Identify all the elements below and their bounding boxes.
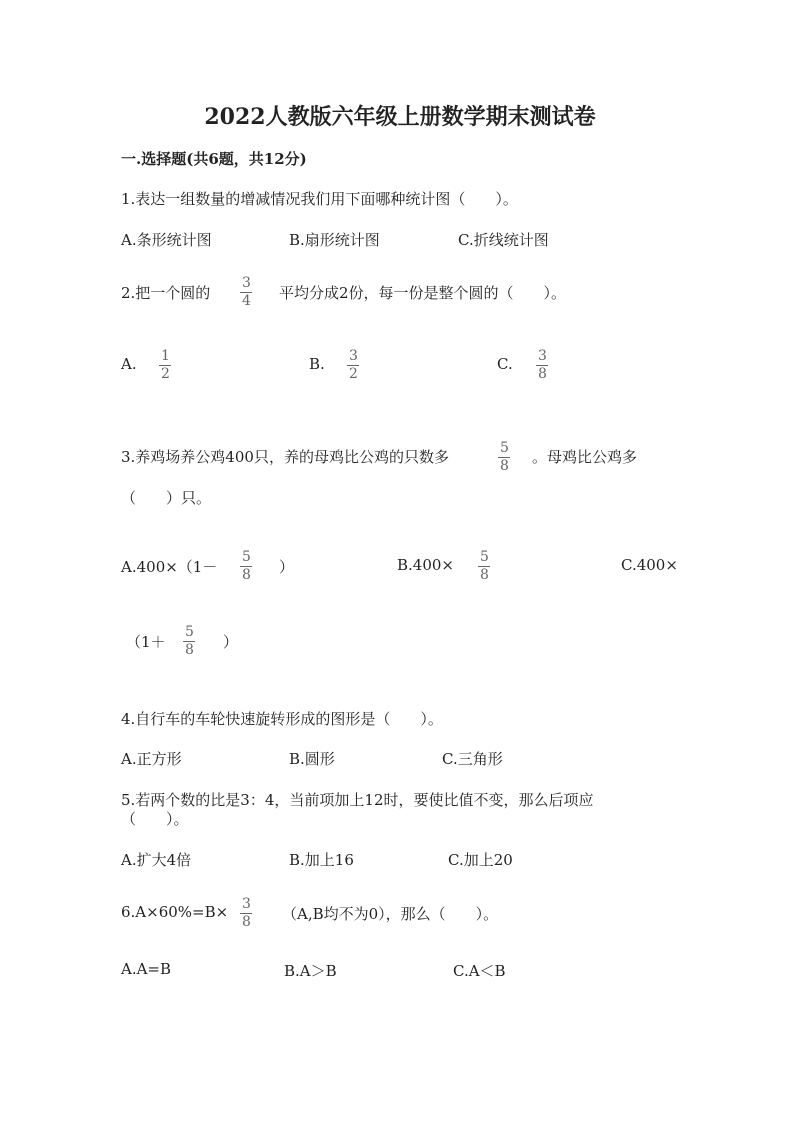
fraction-denominator: 4 <box>242 292 251 309</box>
question-2-fraction <box>240 276 253 308</box>
question-4-option-a: A.正方形 <box>121 750 182 768</box>
fraction-numerator: 3 <box>538 348 547 364</box>
question-5-option-c: C.加上20 <box>448 851 513 869</box>
fraction-numerator: 5 <box>500 440 509 456</box>
page-title: 2022人教版六年级上册数学期末测试卷 <box>204 104 596 130</box>
question-5-line-2: （ ）。 <box>121 810 189 828</box>
question-3-option-a-suffix: ） <box>279 558 295 576</box>
question-3-option-a-fraction <box>240 550 253 582</box>
question-4-option-b: B.圆形 <box>289 750 335 768</box>
section-heading: 一.选择题(共6题，共12分) <box>121 150 307 168</box>
question-2-option-c-label: C. <box>497 355 513 373</box>
fraction-numerator: 1 <box>161 348 170 364</box>
question-3-option-b-prefix: B.400× <box>397 556 454 574</box>
question-5-option-b: B.加上16 <box>289 851 354 869</box>
question-6-option-b: B.A＞B <box>284 962 337 980</box>
question-4-option-c: C.三角形 <box>442 750 503 768</box>
fraction-denominator: 8 <box>500 457 509 474</box>
question-3-suffix: 。母鸡比公鸡多 <box>532 448 638 466</box>
fraction-numerator: 5 <box>480 549 489 565</box>
fraction-denominator: 8 <box>242 566 251 583</box>
fraction-denominator: 2 <box>349 365 358 382</box>
fraction-numerator: 5 <box>242 549 251 565</box>
question-2-option-a-label: A. <box>121 355 137 373</box>
question-2-option-b-fraction <box>347 349 360 381</box>
question-2-suffix: 平均分成2份，每一份是整个圆的（ ）。 <box>279 284 567 302</box>
fraction-numerator: 3 <box>242 275 251 291</box>
fraction-numerator: 3 <box>349 348 358 364</box>
fraction-denominator: 8 <box>185 641 194 658</box>
fraction-denominator: 8 <box>538 365 547 382</box>
question-3-option-c-line-2-prefix: （1＋ <box>126 633 166 651</box>
question-6-fraction <box>240 897 253 929</box>
question-1-option-b: B.扇形统计图 <box>289 231 380 249</box>
fraction-numerator: 3 <box>242 896 251 912</box>
question-3-prefix: 3.养鸡场养公鸡400只，养的母鸡比公鸡的只数多 <box>121 448 449 466</box>
question-6-option-c: C.A＜B <box>453 962 506 980</box>
question-1: 1.表达一组数量的增减情况我们用下面哪种统计图（ ）。 <box>121 190 518 208</box>
question-2-option-b-label: B. <box>309 355 325 373</box>
question-2-prefix: 2.把一个圆的 <box>121 284 211 302</box>
fraction-denominator: 8 <box>480 566 489 583</box>
question-3-option-c-fraction <box>183 625 196 657</box>
question-5: 5.若两个数的比是3：4，当前项加上12时，要使比值不变，那么后项应 <box>121 791 594 809</box>
question-6-prefix: 6.A×60%=B× <box>121 903 229 921</box>
question-3-option-b-fraction <box>478 550 491 582</box>
question-2-option-c-fraction <box>536 349 549 381</box>
fraction-denominator: 8 <box>242 913 251 930</box>
question-1-option-a: A.条形统计图 <box>121 231 212 249</box>
fraction-denominator: 2 <box>161 365 170 382</box>
fraction-numerator: 5 <box>185 624 194 640</box>
question-6-option-a: A.A=B <box>121 960 172 978</box>
question-5-option-a: A.扩大4倍 <box>121 851 192 869</box>
question-3-option-c-prefix: C.400× <box>621 556 678 574</box>
question-1-option-c: C.折线统计图 <box>458 231 549 249</box>
question-4: 4.自行车的车轮快速旋转形成的图形是（ ）。 <box>121 710 443 728</box>
question-3-line-2: （ ）只。 <box>121 489 212 507</box>
question-3-option-c-line-2-suffix: ） <box>223 633 239 651</box>
question-2-option-a-fraction <box>159 349 172 381</box>
question-3-option-a-prefix: A.400×（1－ <box>121 558 218 576</box>
question-6-suffix: （A,B均不为0），那么（ ）。 <box>282 905 499 923</box>
question-3-fraction <box>498 441 511 473</box>
